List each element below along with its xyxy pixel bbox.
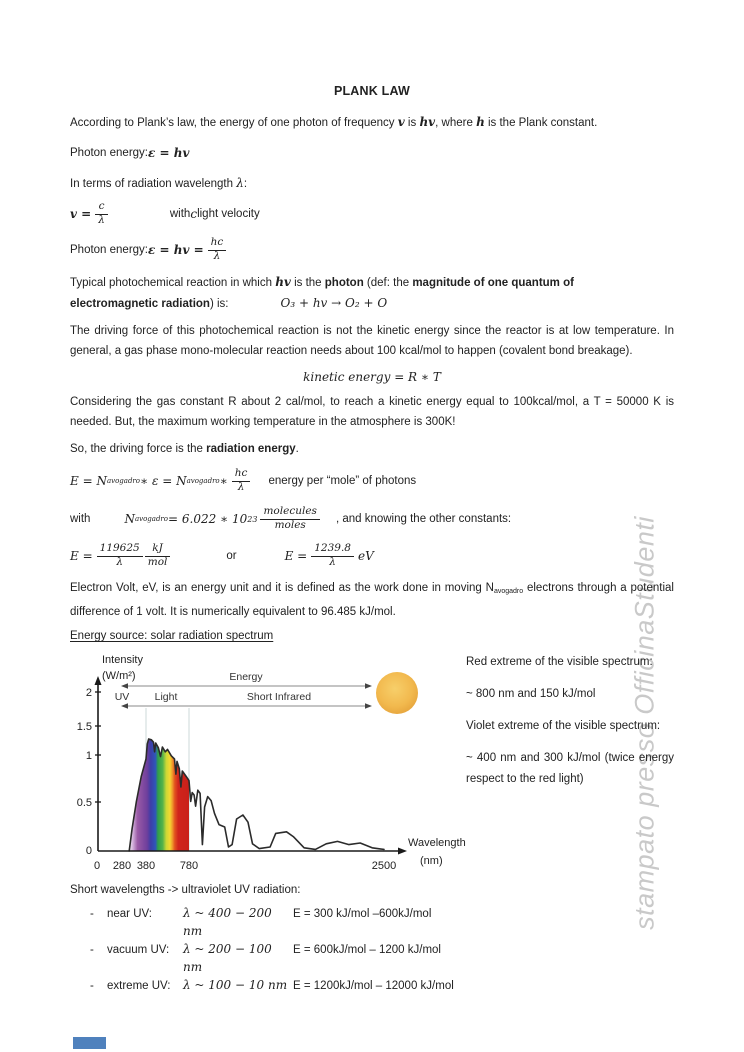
body-text: Typical photochemical reaction in which [70,277,276,289]
fraction-hc-lambda [232,468,251,493]
paragraph-intro [70,112,674,133]
paragraph-typical-reaction [70,272,674,314]
x-axis-title: Wavelength [408,837,466,849]
body-text: . [295,443,299,455]
side-note-red-values: ~ 800 nm and 150 kJ/mol [466,688,596,700]
y-axis-arrow-icon [95,676,102,685]
x-tick-label: 2500 [371,860,397,872]
math-c: c [190,207,198,221]
body-text: light velocity [197,208,260,220]
solar-spectrum-chart [76,646,466,878]
equation-body: eV [358,549,374,563]
uv-ranges-list [70,904,674,995]
uv-range-energy: E = 1200kJ/mol – 12000 kJ/mol [293,980,454,992]
y-tick-label: 0.5 [76,797,92,809]
fraction-molecules-moles [260,506,319,531]
body-text: (def: the [363,277,413,289]
fraction-hc-lambda [208,237,227,262]
fraction-denominator: λ [329,556,336,568]
fraction-numerator: hc [208,237,227,250]
uv-range-lambda: λ ~ 200 − 100 nm [183,942,272,974]
fraction-kj-mol [145,543,171,568]
equation-label: Photon energy: [70,244,149,256]
fraction-numerator: kJ [145,543,171,556]
side-note-violet-values: ~ 400 nm and 300 kJ/mol (twice energy respect to the red light) [466,752,674,785]
chemical-reaction: O₃ + hv → O₂ + O [280,296,388,310]
x-tick-label: 0 [93,860,101,872]
list-bullet: - [90,944,94,956]
y-tick-label: 0 [85,845,92,857]
energy-arrow-label: Energy [229,671,263,683]
body-text: : [243,178,248,190]
solar-spectrum-figure [70,646,674,878]
equation-body: E = [284,549,308,563]
intro-text: is the Plank constant. [484,117,598,129]
y-tick-label: 1 [85,750,92,762]
equation-body: N [124,512,135,526]
fraction-numerator: c [95,201,108,214]
list-item [90,940,674,976]
equation-body: = 6.022 ∗ 10 [168,512,248,526]
uv-range-lambda: λ ~ 400 − 200 nm [183,906,272,938]
list-bullet: - [90,908,94,920]
paragraph-wavelength [70,173,674,194]
fraction-denominator: mol [147,556,168,568]
band-label-infrared: Short Infrared [246,691,312,703]
paragraph-driving-force: The driving force of this photochemical reaction is not the kinetic energy since the reactor is at low temperature. In general, a gas phase mono-molecular reaction needs about 100 kcal/mol to happen (covalent bond breakage). [70,325,674,357]
bold-definition: electromagnetic radiation [70,298,210,310]
uv-range-name: extreme UV: [107,980,171,992]
list-item [90,976,674,995]
equation-nu [70,198,674,230]
body-text: with [169,208,191,220]
arrow-left-icon [121,683,128,689]
body-text: So, the driving force is the [70,443,207,455]
equation-body: ∗ ε = N [140,474,187,488]
body-text: is the [290,277,325,289]
equation-body: ε = hv = [148,243,204,257]
fraction-numerator: hc [232,468,251,481]
y-tick-label: 1.5 [76,721,92,733]
equation-E-constants [70,540,674,572]
bold-radiation-energy: radiation energy [206,443,296,455]
paragraph-gas-constant: Considering the gas constant R about 2 cal/mol, to reach a kinetic energy equal to 100kcal/mol, a T = 50000 K is needed. But, the maximum working temperature in the atmosphere is 300K! [70,396,674,428]
equation-body: ε = hv [148,146,190,160]
equation-avogadro [70,502,674,536]
equation-photon-energy-2 [70,234,674,266]
equation-body: E = [70,549,93,563]
subscript-avogadro: avogadro [106,477,140,485]
subscript-avogadro: avogadro [134,515,168,523]
x-axis-units: (nm) [420,855,443,867]
equation-body: ∗ [219,474,228,488]
intro-text: , where [435,117,477,129]
fraction-denominator: moles [274,519,306,531]
body-text: Electron Volt, eV, is an energy unit and it is defined as the work done in moving N [70,582,494,594]
paragraph-electron-volt [70,578,674,622]
paragraph-short-wavelengths: Short wavelengths -> ultraviolet UV radiation: [70,884,301,896]
body-text: or [226,550,237,562]
body-text: energy per “mole” of photons [268,475,417,487]
intro-text: According to Plank’s law, the energy of one photon of frequency [70,117,398,129]
list-bullet: - [90,980,94,992]
y-axis-units: (W/m²) [102,670,136,682]
y-tick-label: 2 [85,687,92,699]
fraction-denominator: λ [116,556,124,568]
math-lambda: λ [236,176,244,190]
uv-range-energy: E = 600kJ/mol – 1200 kJ/mol [293,944,441,956]
math-frequency: v [397,115,405,129]
figure-side-notes [466,646,674,801]
x-tick-label: 280 [112,860,132,872]
uv-range-lambda: λ ~ 100 − 10 nm [183,978,288,992]
fraction-numerator: molecules [260,506,319,519]
watermark-text: stampato presso OfficinaStudenti [629,516,660,930]
body-text: with [70,513,91,525]
side-note-violet-extreme: Violet extreme of the visible spectrum: [466,720,661,732]
page-title: PLANK LAW [333,84,411,98]
superscript-23: 23 [247,514,258,524]
reaction-line-1 [70,272,674,293]
equation-kinetic-energy: kinetic energy = R ∗ T [303,370,441,384]
subscript-avogadro: avogadro [493,588,524,595]
x-tick-label: 780 [179,860,199,872]
fraction-denominator: λ [98,214,105,226]
subscript-avogadro: avogadro [186,477,220,485]
uv-range-energy: E = 300 kJ/mol –600kJ/mol [293,908,432,920]
equation-mole-energy [70,465,674,497]
fraction-numerator: 1239.8 [311,543,354,556]
band-label-light: Light [154,691,178,703]
fraction-c-lambda [95,201,108,226]
bold-definition: magnitude of one quantum of [412,277,574,289]
heading-energy-source: Energy source: solar radiation spectrum [70,630,274,642]
equation-label: Photon energy: [70,147,149,159]
body-text: ) is: [209,298,229,310]
math-h: h [476,115,485,129]
paragraph-so [70,439,674,459]
fraction-denominator: λ [213,250,221,262]
sun-icon [376,672,418,714]
fraction-119625-lambda [97,543,143,568]
equation-photon-energy [70,142,674,164]
equation-lhs: v = [70,207,92,221]
bold-photon: photon [324,277,364,289]
fraction-denominator: λ [237,481,245,493]
side-note-red-extreme: Red extreme of the visible spectrum: [466,656,653,668]
arrow-left-icon [121,703,128,709]
body-text: electrons through a potential difference of 1 volt. It is numerically equivalent to 96.485 kJ/mol. [70,582,674,618]
document-content [70,84,674,995]
x-tick-label: 380 [136,860,156,872]
band-label-uv: UV [114,691,130,703]
fraction-1239-lambda [311,543,354,568]
body-text: , and knowing the other constants: [335,513,512,525]
math-hv: hv [275,275,291,289]
math-hv: hv [419,115,436,129]
body-text: In terms of radiation wavelength [70,178,237,190]
intro-text: is [404,117,420,129]
equation-body: E = N [70,474,107,488]
list-item [90,904,674,940]
footer-blue-mark [73,1037,106,1049]
uv-range-name: vacuum UV: [107,944,170,956]
reaction-line-2 [70,293,674,314]
fraction-numerator: 119625 [97,543,143,556]
x-axis-arrow-icon [398,848,407,855]
uv-range-name: near UV: [107,908,152,920]
arrow-right-icon [365,703,372,709]
chart-canvas [76,646,478,878]
arrow-right-icon [365,683,372,689]
y-axis-title: Intensity [102,654,143,666]
